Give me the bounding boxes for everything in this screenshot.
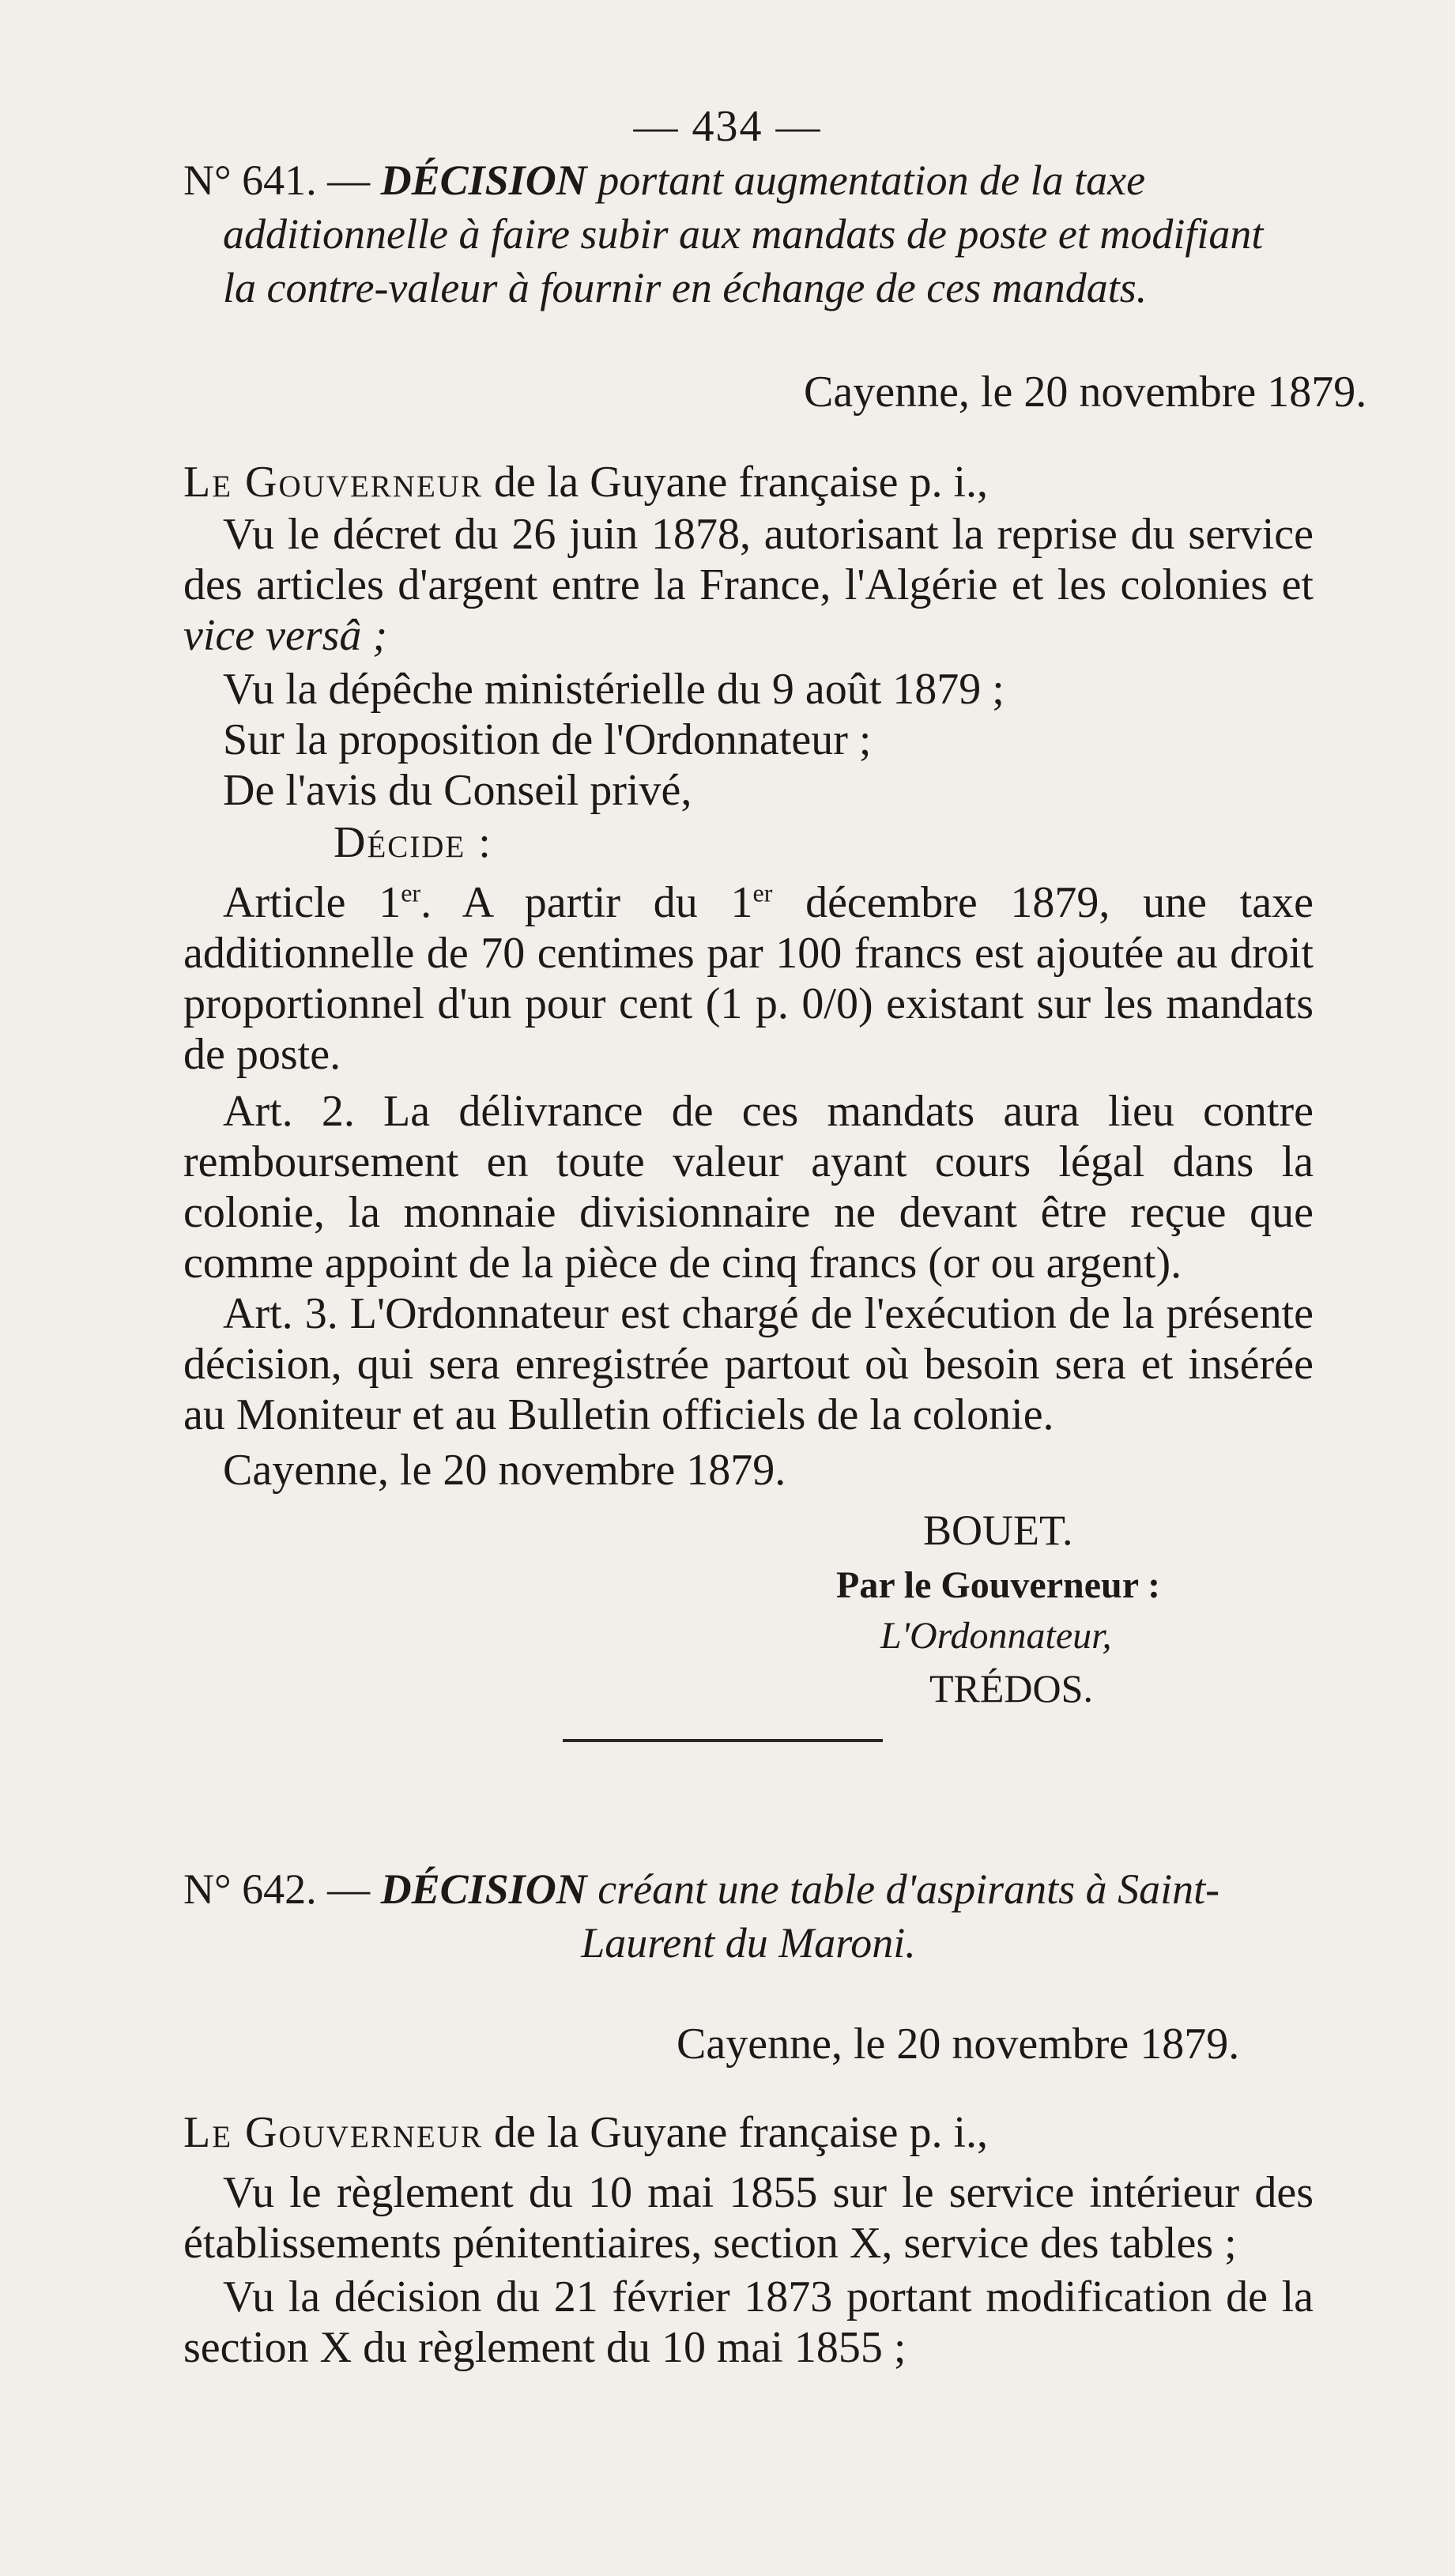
considerant: Vu le règlement du 10 mai 1855 sur le service intérieur des établissements pénitentiaires, section X, service des tables ; — [183, 2168, 1314, 2268]
considerant — [183, 509, 1314, 661]
title-text: créant une table d'aspirants à Saint- — [586, 1865, 1220, 1913]
par-le-gouverneur: Par le Gouverneur : — [836, 1564, 1161, 1606]
authority-caps: Le Gouverneur — [183, 2108, 483, 2157]
article-text: . A partir du 1 — [420, 878, 753, 927]
considerant: Vu la dépêche ministérielle du 9 août 1879 ; — [223, 665, 1005, 714]
decide-heading: Décide : — [334, 818, 492, 867]
signature: BOUET. — [923, 1507, 1073, 1554]
decision-number: N° 642. — — [183, 1865, 371, 1913]
article-text: décembre 1879, une taxe additionnelle de 70 centimes par 100 francs est ajoutée au droit proportionnel d'un pour cent (1 p. 0/0) existant sur les mandats de poste. — [183, 878, 1314, 1079]
closing-date: Cayenne, le 20 novembre 1879. — [223, 1446, 786, 1495]
authority-line — [183, 457, 988, 507]
decision-keyword: DÉCISION — [380, 157, 587, 204]
authority-rest: de la Guyane française p. i., — [482, 2108, 989, 2157]
title-line: Laurent du Maroni. — [581, 1919, 916, 1967]
title-line: la contre-valeur à fournir en échange de ces mandats. — [223, 264, 1148, 311]
place-date: Cayenne, le 20 novembre 1879. — [804, 368, 1367, 417]
page-number: — 434 — — [633, 102, 822, 151]
decision-642-title — [183, 1862, 1314, 1970]
decision-keyword: DÉCISION — [380, 1865, 587, 1913]
countersign-name: TRÉDOS. — [929, 1666, 1093, 1710]
sup: er — [752, 878, 773, 907]
authority-caps: Le Gouverneur — [183, 458, 483, 507]
title-text: portant augmentation de la taxe — [586, 157, 1146, 204]
authority-line — [183, 2107, 988, 2158]
sup: er — [401, 878, 421, 907]
countersign-title: L'Ordonnateur, — [880, 1615, 1112, 1657]
considerant: Sur la proposition de l'Ordonnateur ; — [223, 715, 872, 764]
title-line: additionnelle à faire subir aux mandats de poste et modifiant — [223, 210, 1264, 258]
authority-rest: de la Guyane française p. i., — [482, 458, 989, 507]
considerant: De l'avis du Conseil privé, — [223, 766, 692, 815]
decision-641-title — [183, 153, 1314, 315]
article-2: Art. 2. La délivrance de ces mandats aura lieu contre remboursement en toute valeur ayant cours légal dans la colonie, la monnaie divisionnaire ne devant être reçue que comme appoint de la pièce de cinq francs (or ou argent). — [183, 1087, 1314, 1288]
article-label: Article 1 — [223, 878, 401, 927]
considerant: Vu la décision du 21 février 1873 portant modification de la section X du règlement du 10 mai 1855 ; — [183, 2272, 1314, 2372]
decision-number: N° 641. — — [183, 157, 371, 204]
article-3: Art. 3. L'Ordonnateur est chargé de l'exécution de la présente décision, qui sera enregistrée partout où besoin sera et insérée au Moniteur et au Bulletin officiels de la colonie. — [183, 1289, 1314, 1439]
place-date: Cayenne, le 20 novembre 1879. — [677, 2020, 1240, 2069]
article-1 — [183, 877, 1314, 1080]
considerant-text: Vu le décret du 26 juin 1878, autorisant la reprise du service des articles d'argent entre la France, l'Algérie et les colonies et — [183, 510, 1314, 609]
considerant-italic: vice versâ ; — [183, 611, 388, 660]
section-divider — [563, 1739, 883, 1742]
